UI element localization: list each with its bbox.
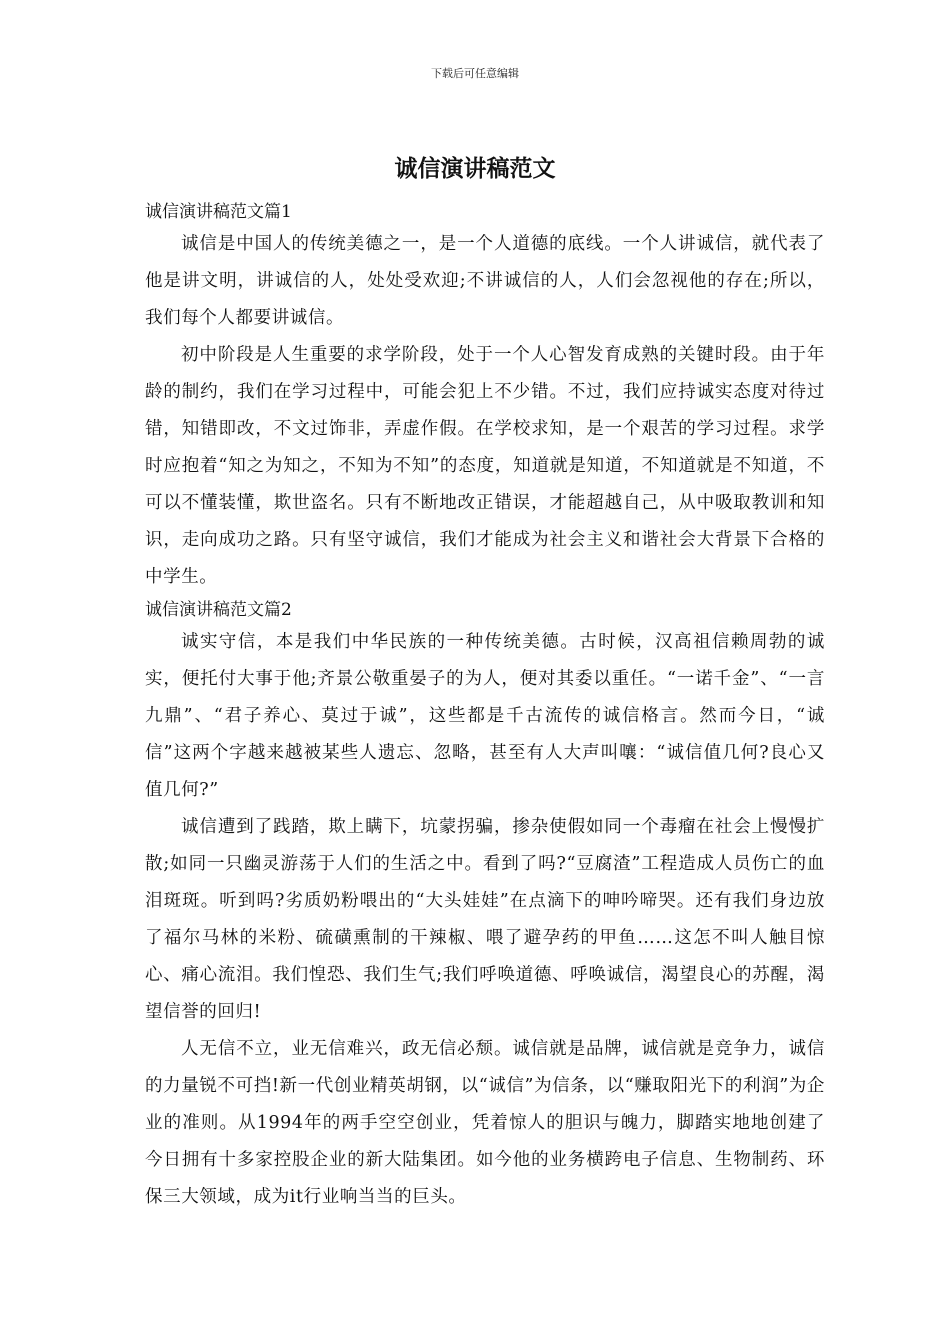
paragraph: 诚实守信，本是我们中华民族的一种传统美德。古时候，汉高祖信赖周勃的诚实，便托付大事于他;齐景公敬重晏子的为人，便对其委以重任。“一诺千金”、“一言九鼎”、“君子养心、莫过于诚”，这些都是千古流传的诚信格言。然而今日，“诚信”这两个字越来越被某些人遗忘、忽略，甚至有人大声叫嚷：“诚信值几何?良心又值几何?” [145, 632, 825, 800]
paragraph: 初中阶段是人生重要的求学阶段，处于一个人心智发育成熟的关键时段。由于年龄的制约，我们在学习过程中，可能会犯上不少错。不过，我们应持诚实态度对待过错，知错即改，不文过饰非，弄虚作假。在学校求知，是一个艰苦的学习过程。求学时应抱着“知之为知之，不知为不知”的态度，知道就是知道，不知道就是不知道，不可以不懂装懂，欺世盗名。只有不断地改正错误，才能超越自己，从中吸取教训和知识，走向成功之路。只有坚守诚信，我们才能成为社会主义和谐社会大背景下合格的中学生。 [145, 345, 825, 587]
paragraph: 诚信是中国人的传统美德之一，是一个人道德的底线。一个人讲诚信，就代表了他是讲文明，讲诚信的人，处处受欢迎;不讲诚信的人，人们会忽视他的存在;所以，我们每个人都要讲诚信。 [145, 234, 825, 328]
section-heading-2: 诚信演讲稿范文篇2 [145, 600, 292, 620]
paragraph: 诚信遭到了践踏，欺上瞒下，坑蒙拐骗，掺杂使假如同一个毒瘤在社会上慢慢扩散;如同一只幽灵游荡于人们的生活之中。看到了吗?“豆腐渣”工程造成人员伤亡的血泪斑斑。听到吗?劣质奶粉喂出的“大头娃娃”在点滴下的呻吟啼哭。还有我们身边放了福尔马林的米粉、硫磺熏制的干辣椒、喂了避孕药的甲鱼……这怎不叫人触目惊心、痛心流泪。我们惶恐、我们生气;我们呼唤道德、呼唤诚信，渴望良心的苏醒，渴望信誉的回归! [145, 817, 825, 1022]
paragraph: 人无信不立，业无信难兴，政无信必颓。诚信就是品牌，诚信就是竞争力，诚信的力量锐不可挡!新一代创业精英胡钢，以“诚信”为信条，以“赚取阳光下的利润”为企业的准则。从1994年的两手空空创业，凭着惊人的胆识与魄力，脚踏实地地创建了今日拥有十多家控股企业的新大陆集团。如今他的业务横跨电子信息、生物制药、环保三大领域，成为it行业响当当的巨头。 [145, 1039, 825, 1207]
document-title: 诚信演讲稿范文 [394, 155, 556, 182]
document-body [145, 198, 825, 1216]
header-note: 下载后可任意编辑 [431, 67, 519, 80]
section-heading-1: 诚信演讲稿范文篇1 [145, 202, 292, 222]
